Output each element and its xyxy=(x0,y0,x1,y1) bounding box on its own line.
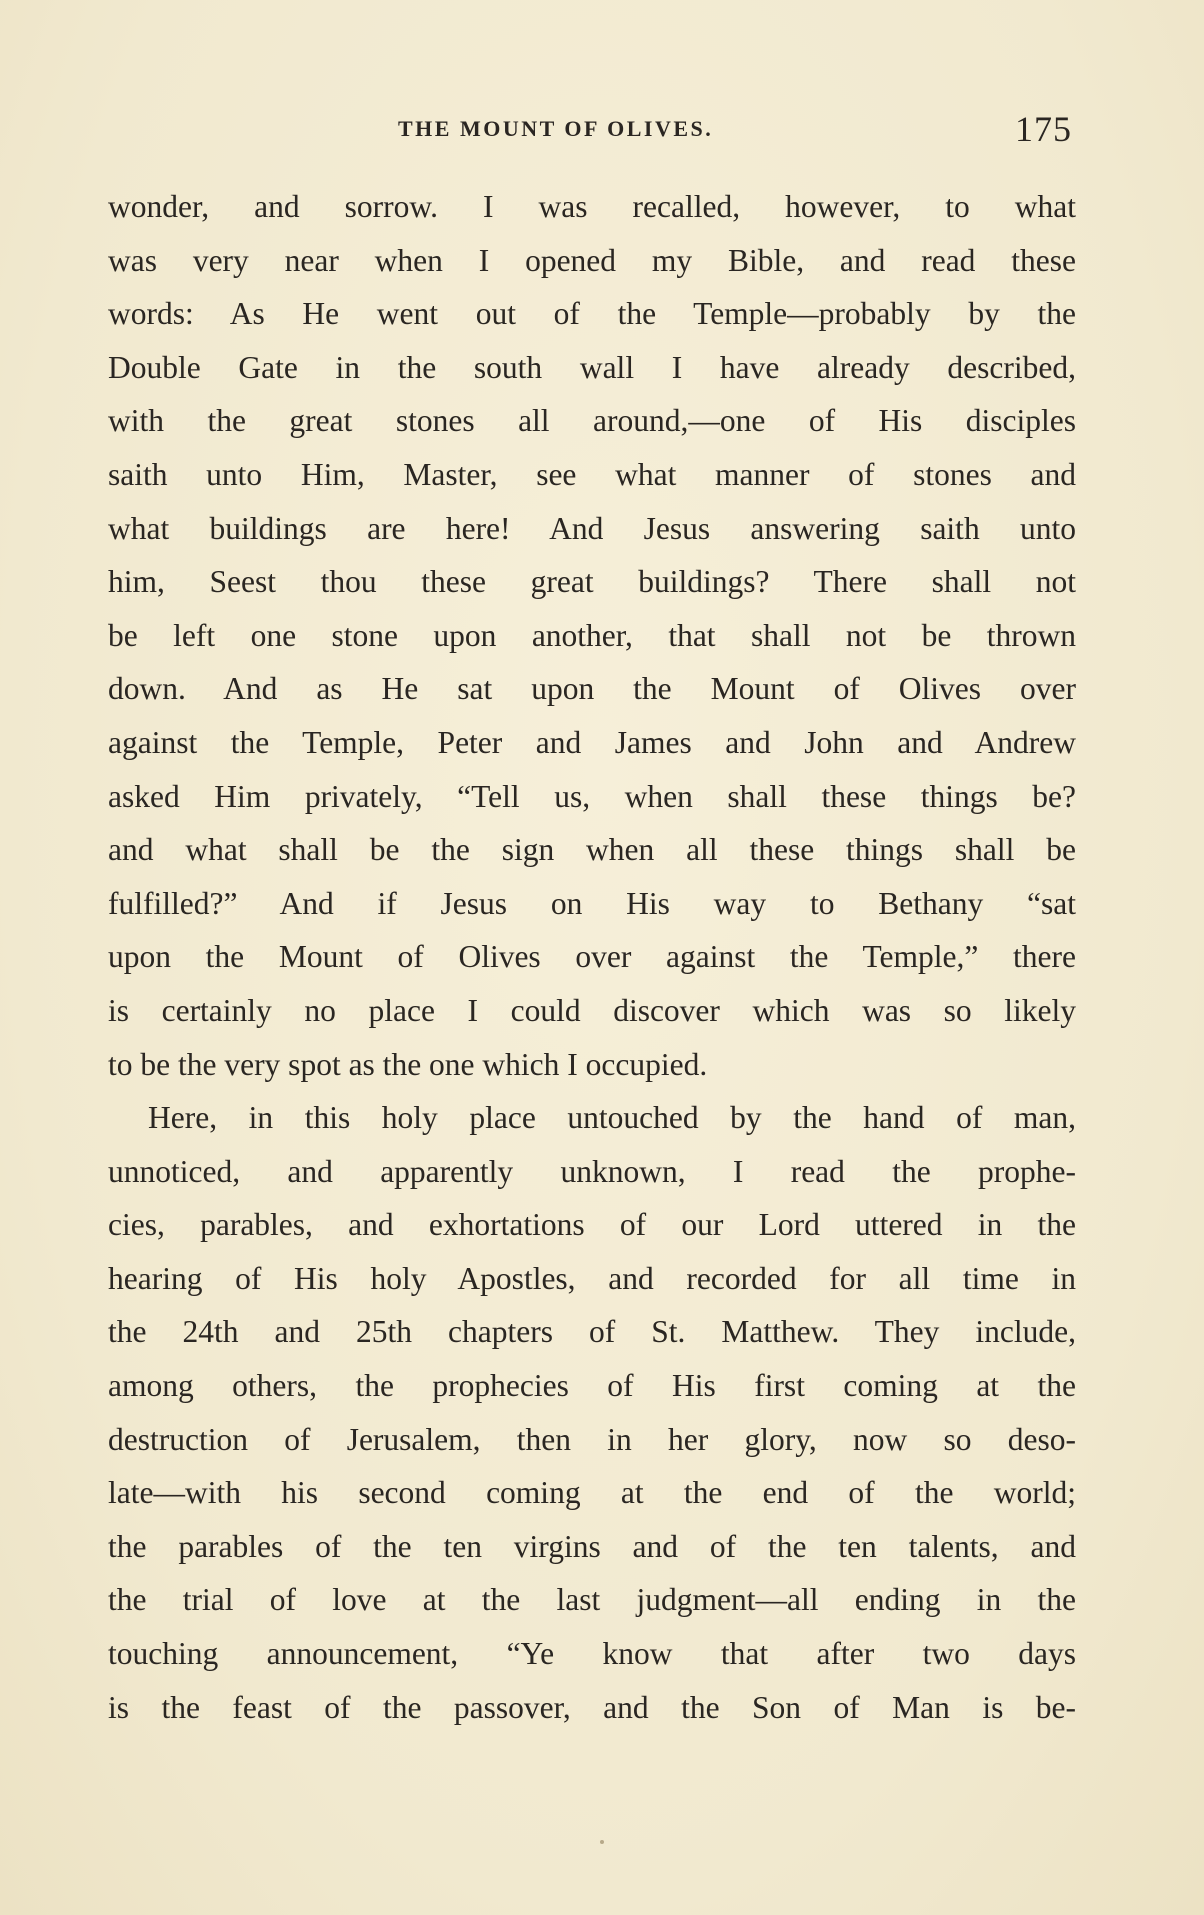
text-line: be left one stone upon another, that shall not be thrown xyxy=(108,617,1076,653)
text-line: hearing of His holy Apostles, and recorded for all time in xyxy=(108,1260,1076,1296)
text-line: upon the Mount of Olives over against the Temple,” there xyxy=(108,939,1076,975)
paragraph-start-line: Here, in this holy place untouched by the hand of man, xyxy=(148,1100,1076,1136)
text-line: fulfilled?” And if Jesus on His way to Bethany “sat xyxy=(108,885,1076,921)
text-line: with the great stones all around,—one of His disciples xyxy=(108,403,1076,439)
text-line: destruction of Jerusalem, then in her glory, now so deso- xyxy=(108,1421,1076,1457)
paper-speck xyxy=(600,1840,604,1844)
text-line: late—with his second coming at the end of the world; xyxy=(108,1475,1076,1511)
page-number: 175 xyxy=(1015,109,1072,149)
body-text xyxy=(108,180,1076,1734)
running-title: THE MOUNT OF OLIVES. xyxy=(398,116,714,141)
text-line: asked Him privately, “Tell us, when shall these things be? xyxy=(108,778,1076,814)
text-line: against the Temple, Peter and James and John and Andrew xyxy=(108,724,1076,760)
paragraph-end-line: to be the very spot as the one which I occupied. xyxy=(108,1046,708,1082)
text-line: Double Gate in the south wall I have already described, xyxy=(108,349,1076,385)
text-line: words: As He went out of the Temple—probably by the xyxy=(108,296,1076,332)
text-line: the parables of the ten virgins and of the ten talents, and xyxy=(108,1528,1076,1564)
text-line: is certainly no place I could discover which was so likely xyxy=(108,992,1076,1028)
text-line: wonder, and sorrow. I was recalled, however, to what xyxy=(108,189,1076,224)
text-line: among others, the prophecies of His first coming at the xyxy=(108,1368,1076,1404)
running-head xyxy=(108,110,1076,150)
text-line: saith unto Him, Master, see what manner of stones and xyxy=(108,456,1076,492)
text-line: is the feast of the passover, and the Son of Man is be- xyxy=(108,1689,1076,1725)
text-line: the trial of love at the last judgment—all ending in the xyxy=(108,1582,1076,1618)
text-line: and what shall be the sign when all these things shall be xyxy=(108,832,1076,868)
text-line: the 24th and 25th chapters of St. Matthew. They include, xyxy=(108,1314,1076,1350)
text-line: him, Seest thou these great buildings? There shall not xyxy=(108,564,1076,600)
text-line: cies, parables, and exhortations of our Lord uttered in the xyxy=(108,1207,1076,1243)
text-line: touching announcement, “Ye know that after two days xyxy=(108,1636,1076,1672)
text-line: what buildings are here! And Jesus answering saith unto xyxy=(108,510,1076,546)
text-line: unnoticed, and apparently unknown, I read the prophe- xyxy=(108,1153,1076,1189)
text-line: down. And as He sat upon the Mount of Olives over xyxy=(108,671,1076,707)
text-line: was very near when I opened my Bible, and read these xyxy=(108,242,1076,278)
